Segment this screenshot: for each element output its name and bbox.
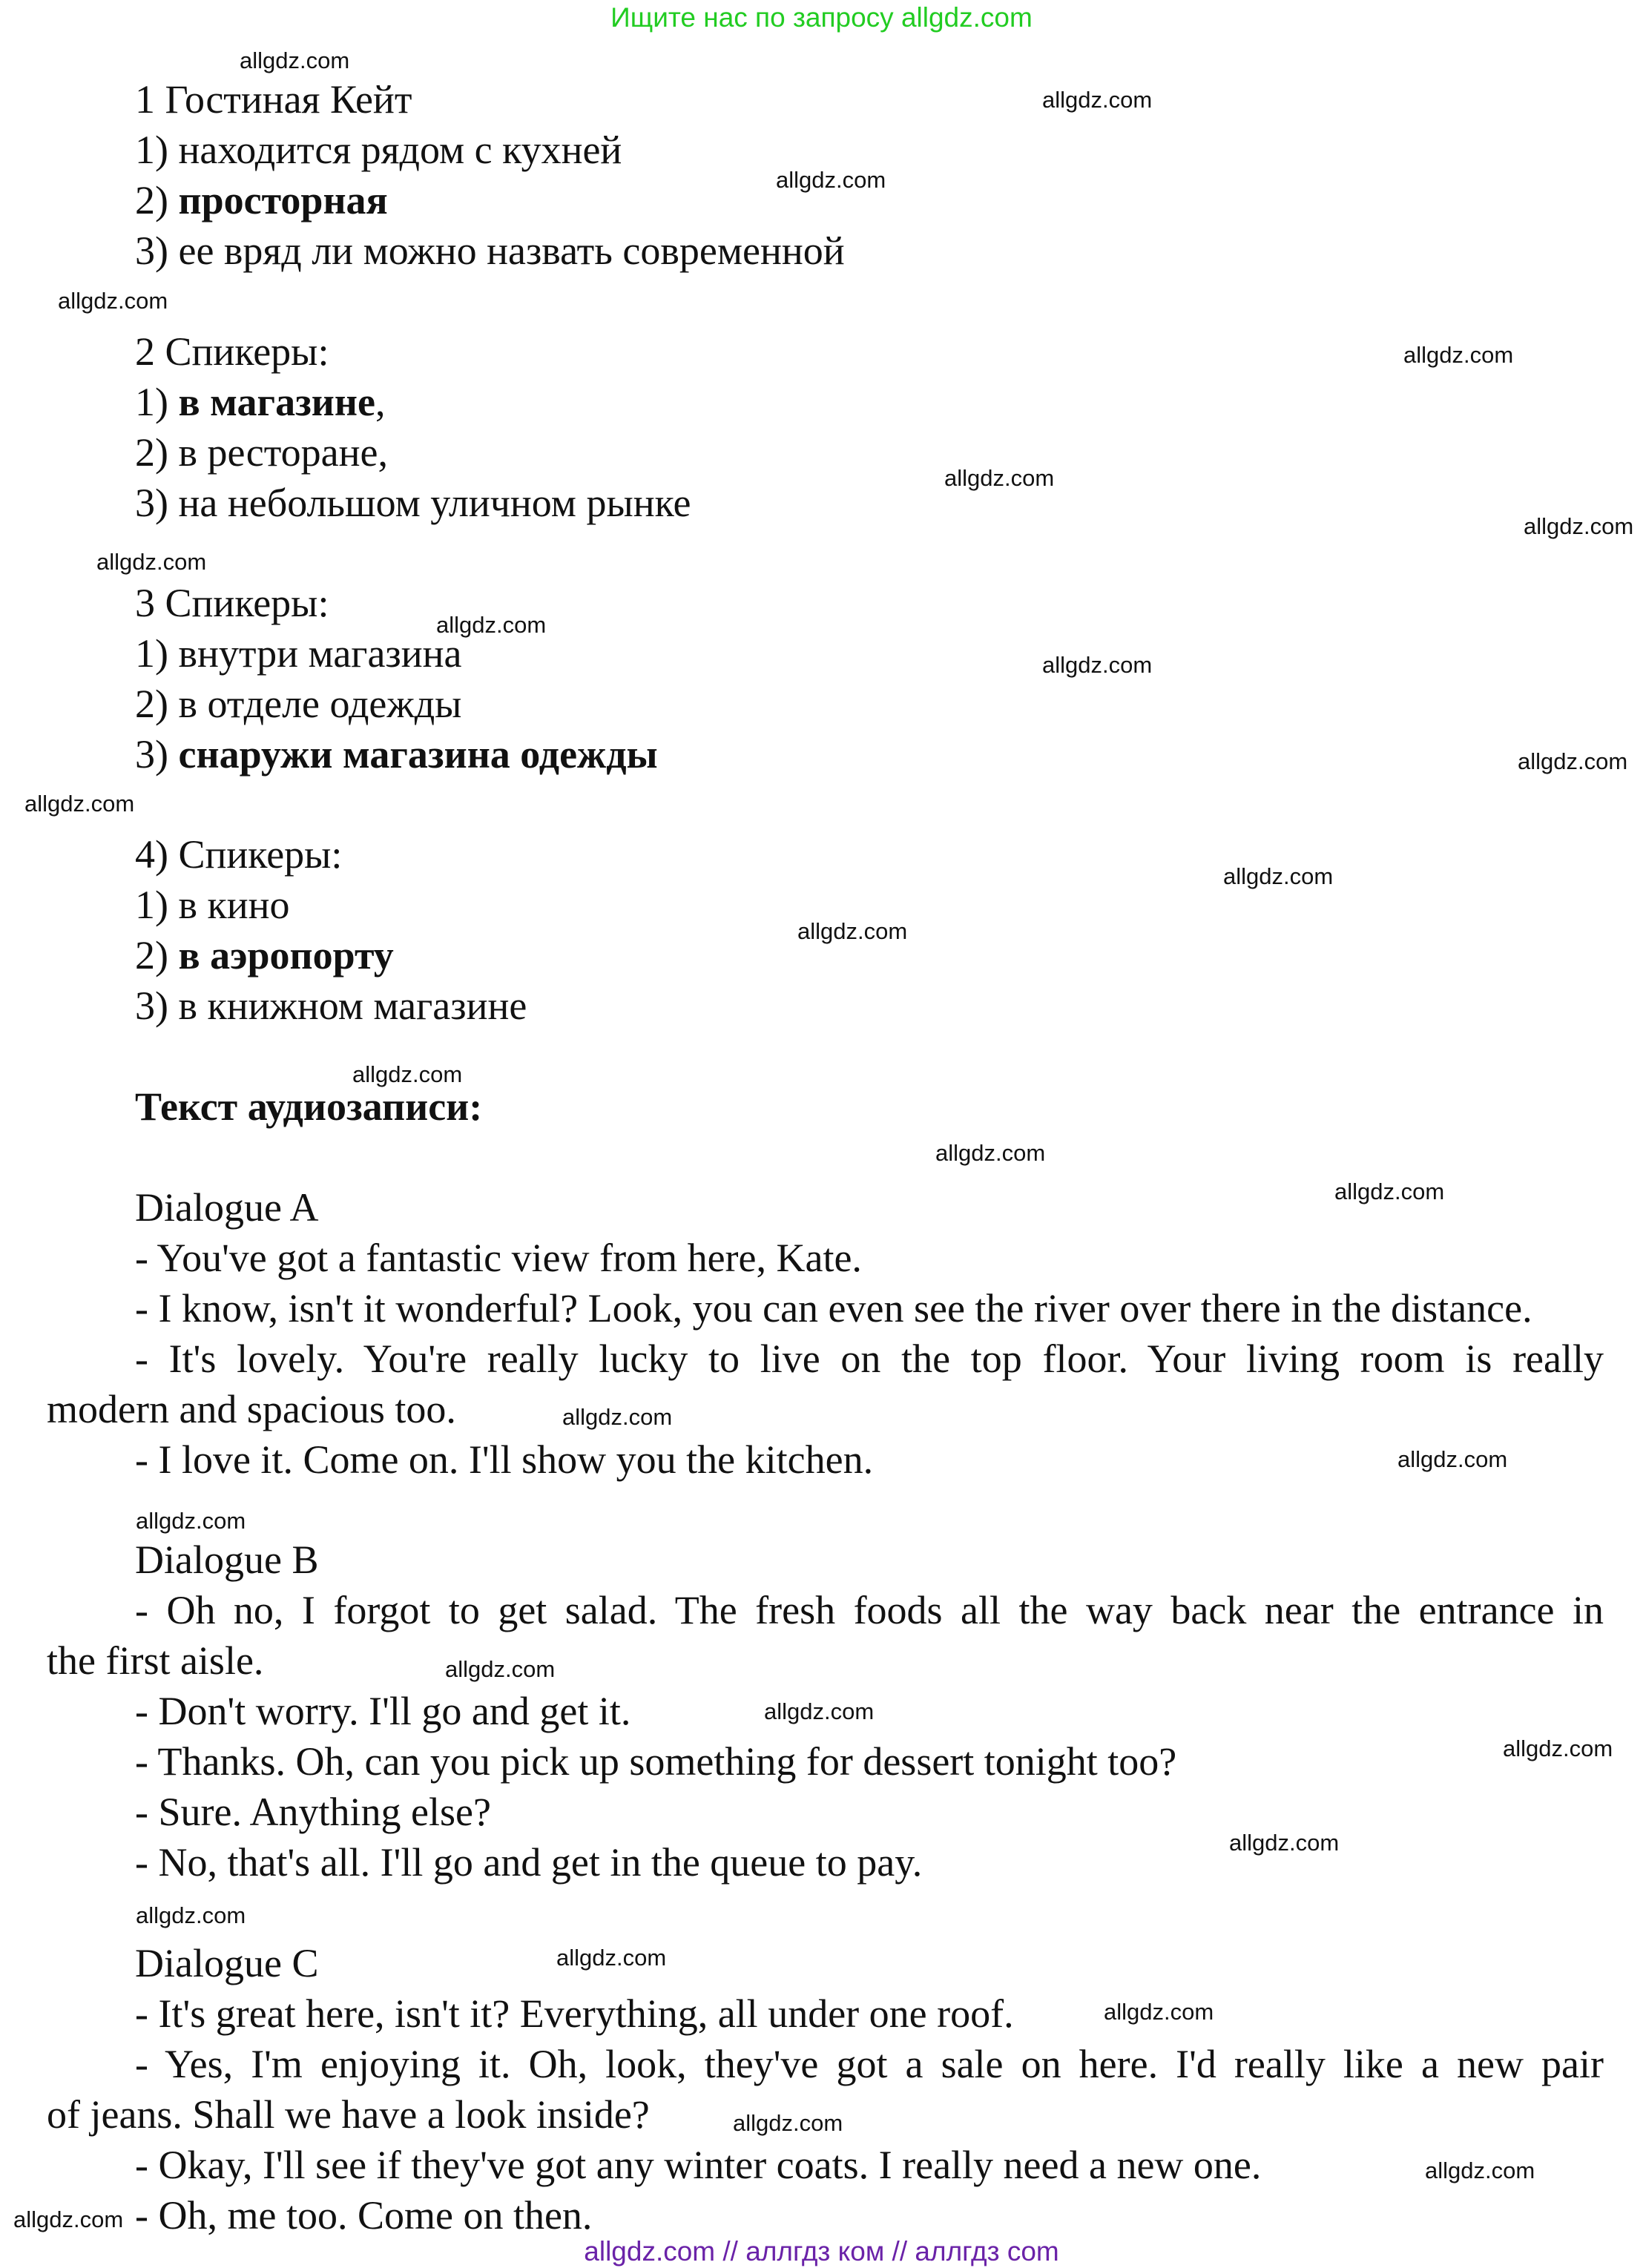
- watermark: allgdz.com: [1425, 2157, 1535, 2183]
- q2-correct-answer: в магазине: [178, 380, 375, 424]
- q2-option-2: 2) в ресторане,: [135, 430, 388, 475]
- q2-option-3: 3) на небольшом уличном рынке: [135, 481, 691, 525]
- dialogue-a-line-4: - I love it. Come on. I'll show you the kitchen.: [135, 1437, 874, 1482]
- watermark: allgdz.com: [240, 47, 350, 73]
- watermark: allgdz.com: [13, 2206, 124, 2232]
- q1-title: 1 Гостиная Кейт: [135, 77, 412, 122]
- dialogue-a-line-2: - I know, isn't it wonderful? Look, you can even see the river over there in the distance.: [135, 1286, 1532, 1331]
- watermark: allgdz.com: [1104, 1999, 1214, 2025]
- q4-option-3: 3) в книжном магазине: [135, 983, 527, 1028]
- dialogue-b-line-4: - Sure. Anything else?: [135, 1790, 491, 1834]
- dialogue-a-line-3-cont: modern and spacious too.: [47, 1387, 456, 1431]
- transcript-heading: Текст аудиозаписи:: [135, 1084, 483, 1129]
- watermark: allgdz.com: [944, 465, 1055, 491]
- watermark: allgdz.com: [136, 1508, 246, 1534]
- dialogue-c-line-2: - Yes, I'm enjoying it. Oh, look, they've got a sale on here. I'd really like a new pair: [135, 2042, 1604, 2086]
- bottom-banner-link[interactable]: allgdz.com // аллгдз ком // аллгдз com: [584, 2236, 1059, 2267]
- q3-option-1: 1) внутри магазина: [135, 631, 462, 676]
- dialogue-c-line-3: - Okay, I'll see if they've got any winter coats. I really need a new one.: [135, 2143, 1262, 2187]
- q1-option-2: 2) просторная: [135, 178, 388, 222]
- watermark: allgdz.com: [445, 1656, 556, 1682]
- dialogue-b-line-1: - Oh no, I forgot to get salad. The fresh foods all the way back near the entrance in: [135, 1588, 1604, 1632]
- dialogue-b-line-5: - No, that's all. I'll go and get in the queue to pay.: [135, 1840, 923, 1885]
- watermark: allgdz.com: [58, 288, 168, 314]
- dialogue-b-line-3: - Thanks. Oh, can you pick up something for dessert tonight too?: [135, 1739, 1177, 1784]
- watermark: allgdz.com: [136, 1902, 246, 1928]
- q3-option-3: 3) снаружи магазина одежды: [135, 732, 658, 777]
- watermark: allgdz.com: [1229, 1830, 1340, 1856]
- watermark: allgdz.com: [1042, 87, 1153, 113]
- watermark: allgdz.com: [556, 1945, 667, 1971]
- q3-correct-answer: снаружи магазина одежды: [178, 732, 658, 777]
- dialogue-c-line-1: - It's great here, isn't it? Everything, all under one roof.: [135, 1991, 1014, 2036]
- dialogue-c-title: Dialogue C: [135, 1941, 319, 1985]
- watermark: allgdz.com: [1503, 1735, 1613, 1761]
- watermark: allgdz.com: [96, 549, 207, 575]
- watermark: allgdz.com: [797, 918, 908, 944]
- watermark: allgdz.com: [1223, 863, 1334, 889]
- q1-option-1: 1) находится рядом с кухней: [135, 128, 622, 172]
- watermark: allgdz.com: [1397, 1446, 1508, 1472]
- watermark: allgdz.com: [1334, 1178, 1445, 1204]
- q3-title: 3 Спикеры:: [135, 581, 329, 625]
- dialogue-a-line-1: - You've got a fantastic view from here, Kate.: [135, 1236, 862, 1280]
- watermark: allgdz.com: [436, 612, 547, 638]
- dialogue-a-line-3: - It's lovely. You're really lucky to live on the top floor. Your living room is really: [135, 1336, 1604, 1381]
- q4-option-1: 1) в кино: [135, 883, 290, 927]
- q4-option-2: 2) в аэропорту: [135, 933, 394, 978]
- q1-correct-answer: просторная: [178, 178, 388, 222]
- top-banner-link[interactable]: Ищите нас по запросу allgdz.com: [610, 2, 1033, 33]
- dialogue-a-title: Dialogue A: [135, 1185, 319, 1230]
- watermark: allgdz.com: [24, 791, 135, 817]
- watermark: allgdz.com: [764, 1698, 875, 1724]
- q3-option-2: 2) в отделе одежды: [135, 682, 462, 726]
- watermark: allgdz.com: [776, 167, 886, 193]
- q2-option-1: 1) в магазине,: [135, 380, 386, 424]
- watermark: allgdz.com: [562, 1404, 673, 1430]
- dialogue-c-line-4: - Oh, me too. Come on then.: [135, 2193, 593, 2238]
- watermark: allgdz.com: [935, 1140, 1046, 1166]
- dialogue-b-line-1-cont: the first aisle.: [47, 1638, 264, 1683]
- watermark: allgdz.com: [1524, 513, 1634, 539]
- dialogue-c-line-2-cont: of jeans. Shall we have a look inside?: [47, 2092, 650, 2137]
- q4-title: 4) Спикеры:: [135, 832, 343, 877]
- watermark: allgdz.com: [1042, 652, 1153, 678]
- watermark: allgdz.com: [352, 1061, 463, 1087]
- watermark: allgdz.com: [1403, 342, 1514, 368]
- q1-option-3: 3) ее вряд ли можно назвать современной: [135, 228, 845, 273]
- q2-title: 2 Спикеры:: [135, 329, 329, 374]
- watermark: allgdz.com: [1518, 748, 1628, 774]
- watermark: allgdz.com: [733, 2110, 843, 2136]
- dialogue-b-title: Dialogue B: [135, 1537, 319, 1582]
- dialogue-b-line-2: - Don't worry. I'll go and get it.: [135, 1689, 631, 1733]
- q4-correct-answer: в аэропорту: [178, 933, 394, 978]
